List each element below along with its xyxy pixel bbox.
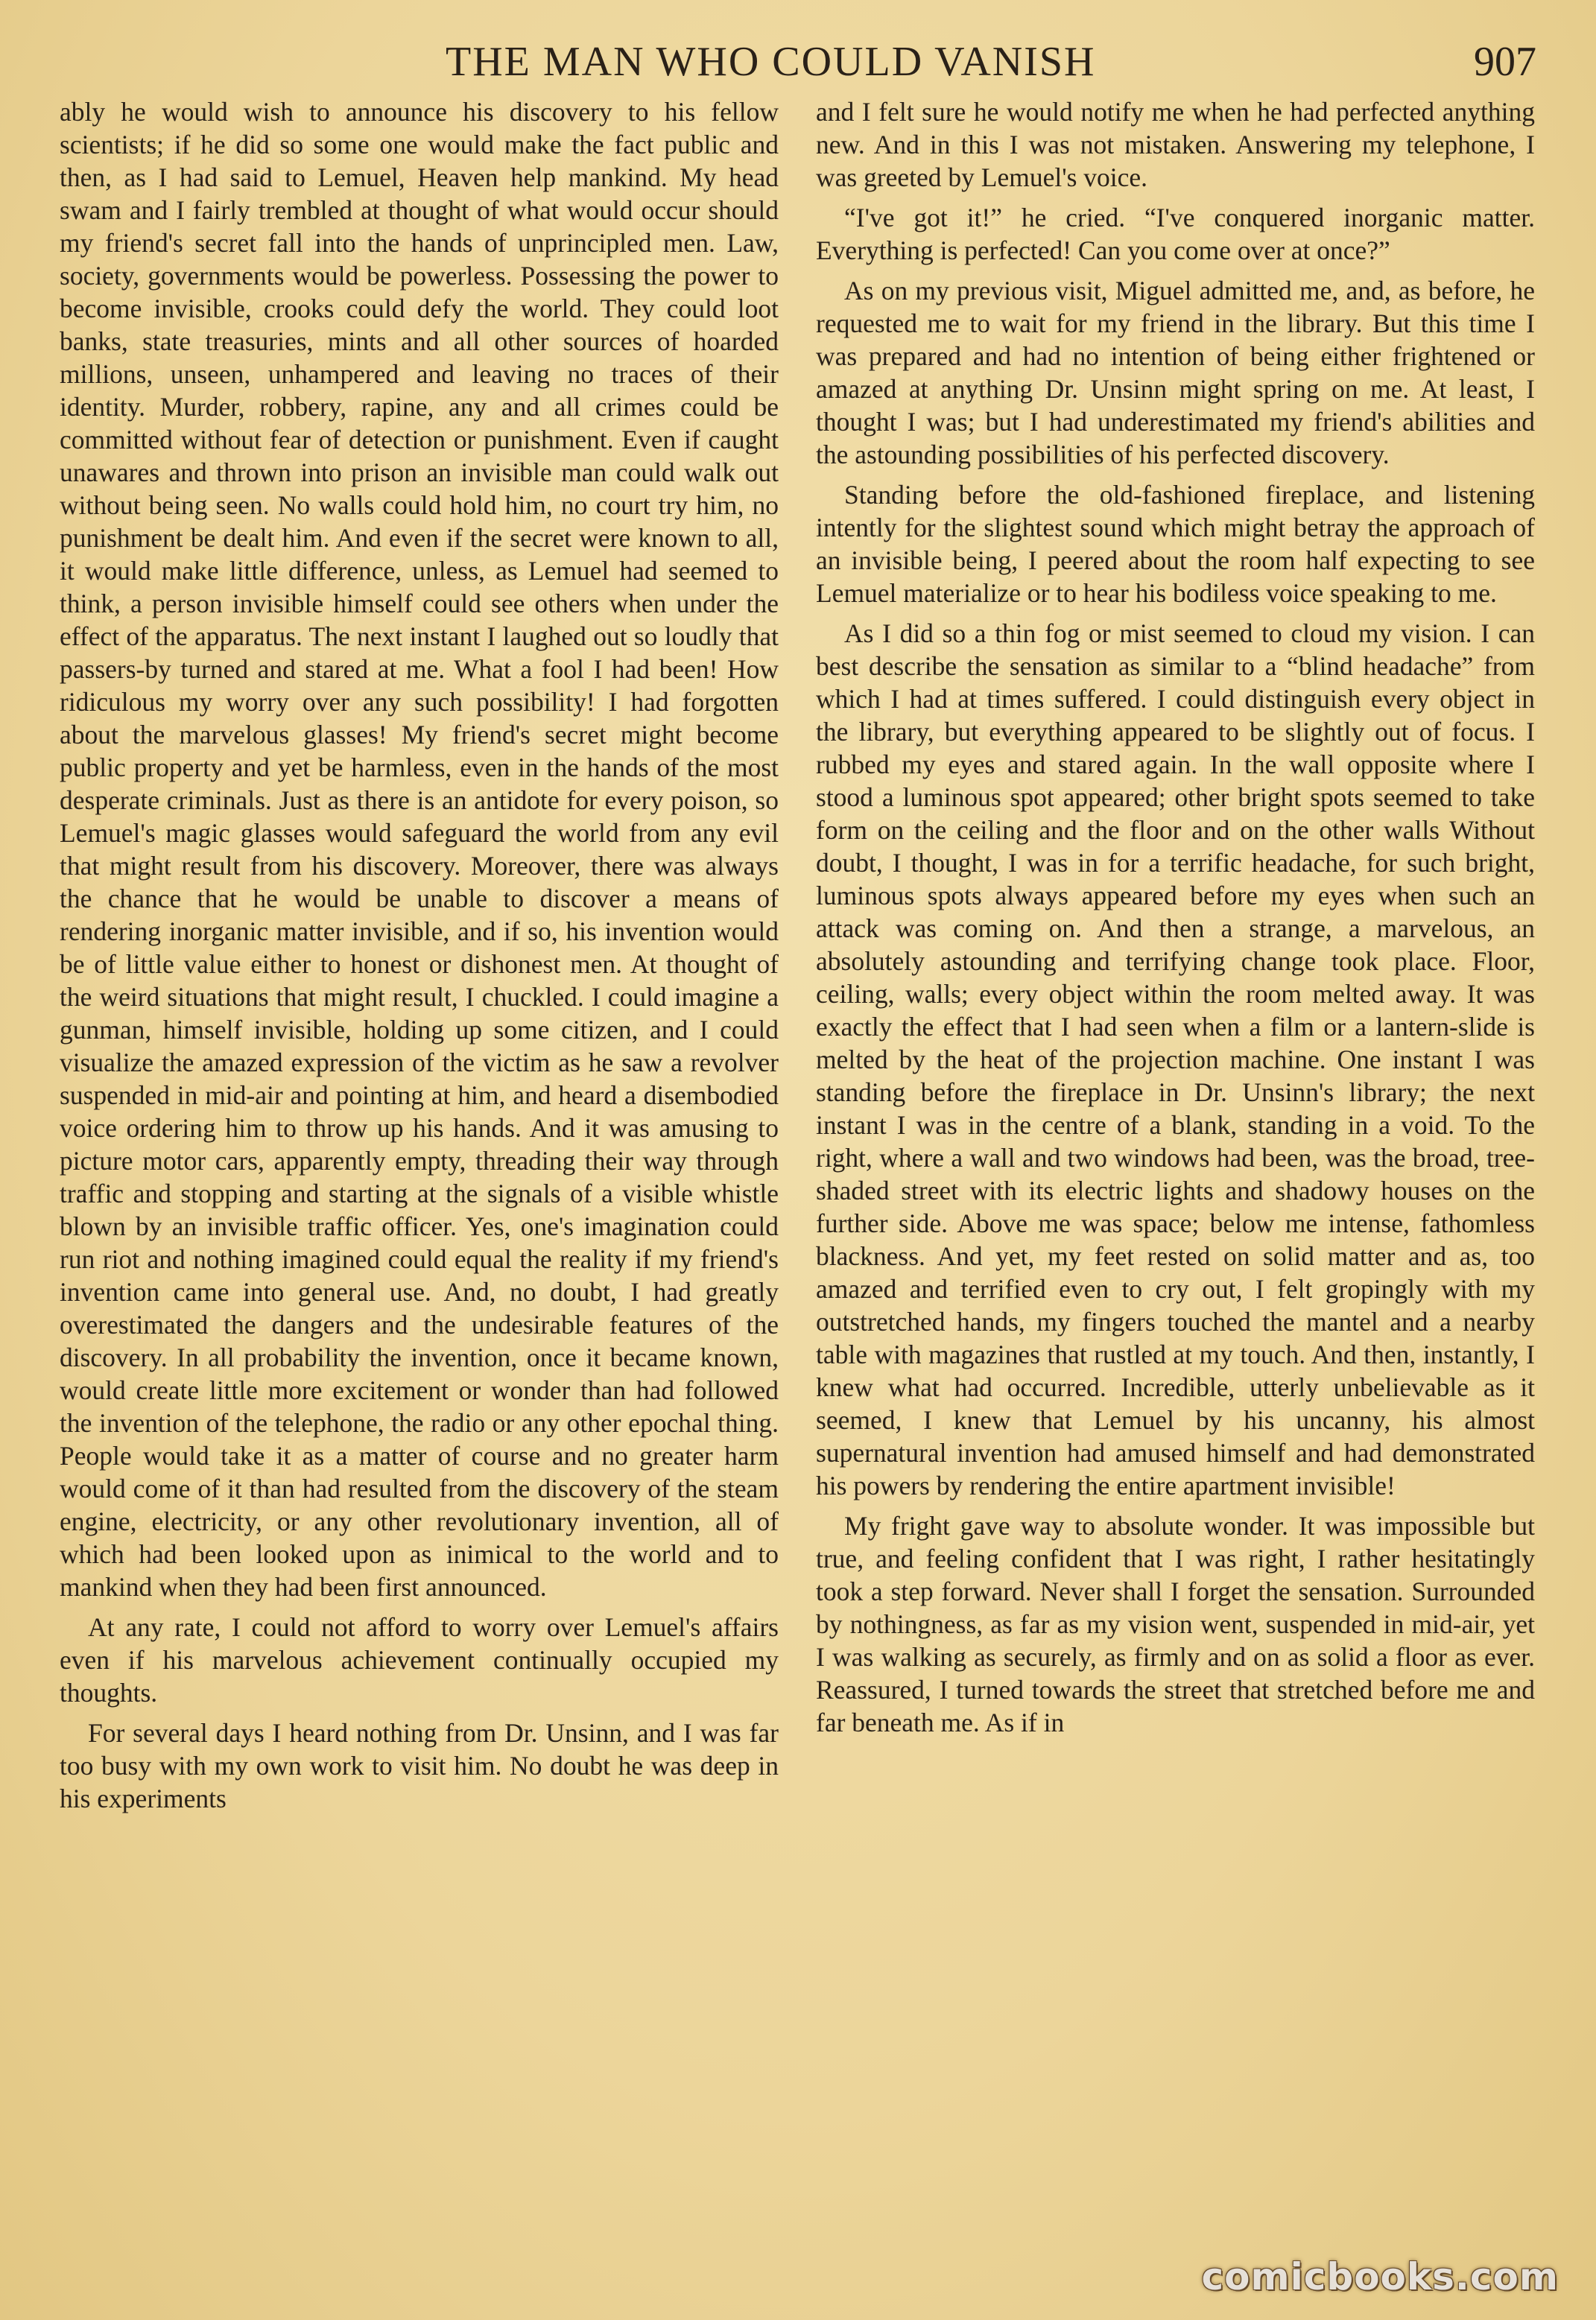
paragraph: At any rate, I could not afford to worry over Lemuel's affairs even if his marvelous achievement continually occupied my thoughts. [60,1612,779,1708]
paragraph: ably he would wish to announce his discovery to his fellow scientists; if he did so some one would make the fact public and then, as I had said to Lemuel, Heaven help mankind. My head swam and I fairly trembled at thought of what would occur should my friend's secret fall into the hands of unprincipled men. Law, society, governments would be powerless. Possessing the power to become invisible, crooks could defy the world. They could loot banks, state treasuries, mints and all other sources of hoarded millions, unseen, unhampered and leaving no traces of their identity. Murder, robbery, rapine, any and all crimes could be committed without fear of detection or punishment. Even if caught unawares and thrown into prison an invisible man could walk out without being seen. No walls could hold him, no court try him, no punishment be dealt him. And even if the secret were known to all, it would make little difference, unless, as Lemuel had seemed to think, a person invisible himself could see others when under the effect of the apparatus. The next instant I laughed out so loudly that passers-by turned and stared at me. What a fool I had been! How ridiculous my worry over any such possibility! I had forgotten about the marvelous glasses! My friend's secret might become public property and yet be harmless, even in the hands of the most desperate criminals. Just as there is an antidote for every poison, so Lemuel's magic glasses would safeguard the world from any evil that might result from his discovery. Moreover, there was always the chance that he would be unable to discover a means of rendering inorganic matter invisible, and if so, his invention would be of little value either to honest or dishonest men. At thought of the weird situations that might result, I chuckled. I could imagine a gunman, himself invisible, holding up some citizen, and I could visualize the amazed expression of the victim as he saw a revolver suspended in mid-air and pointing at him, and heard a disembodied voice ordering him to throw up his hands. And it was amusing to picture motor cars, apparently empty, threading their way through traffic and stopping and starting at the signals of a visible whistle blown by an invisible traffic officer. Yes, one's imagination could run riot and nothing imagined could equal the reality if my friend's invention came into general use. And, no doubt, I had greatly overestimated the dangers and the undesirable features of the discovery. In all probability the invention, once it became known, would create little more excitement or wonder than had followed the invention of the telephone, the radio or any other epochal thing. People would take it as a matter of course and no greater harm would come of it than had resulted from the discovery of the steam engine, electricity, or any other revolutionary invention, all of which had been looked upon as inimical to the world and to mankind when they had been first announced. [60,97,779,1602]
text-columns [60,95,1535,2282]
paragraph: For several days I heard nothing from Dr. Unsinn, and I was far too busy with my own work to visit him. No doubt he was deep in his experiments [60,1718,779,1813]
paragraph: Standing before the old-fashioned fireplace, and listening intently for the slightest sound which might betray the approach of an invisible being, I peered about the room half expecting to see Lemuel materialize or to hear his bodiless voice speaking to me. [816,480,1535,608]
paragraph: As I did so a thin fog or mist seemed to cloud my vision. I can best describe the sensation as similar to a “blind headache” from which I had at times suffered. I could distinguish every object in the library, but everything appeared to be slightly out of focus. I rubbed my eyes and stared again. In the wall opposite where I stood a luminous spot appeared; other bright spots seemed to take form on the ceiling and the floor and on the other walls Without doubt, I thought, I was in for a terrific headache, for such bright, luminous spots always appeared before my eyes when such an attack was coming on. And then a strange, a marvelous, an absolutely astounding and terrifying change took place. Floor, ceiling, walls; every object within the room melted away. It was exactly the effect that I had seen when a film or a lantern-slide is melted by the heat of the projection machine. One instant I was standing before the fireplace in Dr. Unsinn's library; the next instant I was in the centre of a blank, standing in a void. To the right, where a wall and two windows had been, was the broad, tree-shaded street with its electric lights and shadowy houses on the further side. Above me was space; below me intense, fathomless blackness. And yet, my feet rested on solid matter and as, too amazed and terrified even to cry out, I felt gropingly with my outstretched hands, my fingers touched the mantel and a nearby table with magazines that rustled at my touch. And then, instantly, I knew what had occurred. Incredible, utterly unbelievable as it seemed, I knew that Lemuel by his uncanny, his almost supernatural invention had amused himself and had demonstrated his powers by rendering the entire apartment invisible! [816,618,1535,1500]
page-number: 907 [1474,39,1536,85]
paragraph: and I felt sure he would notify me when he had perfected anything new. And in this I was not mistaken. Answering my telephone, I was greeted by Lemuel's voice. [816,97,1535,192]
paragraph: “I've got it!” he cried. “I've conquered inorganic matter. Everything is perfected! Can you come over at once?” [816,203,1535,265]
right-column [816,95,1535,2282]
watermark: comicbooks.com [1201,2255,1559,2298]
paragraph: As on my previous visit, Miguel admitted me, and, as before, he requested me to wait for my friend in the library. But this time I was prepared and had no intention of being either frightened or amazed at anything Dr. Unsinn might spring on me. At least, I thought I was; but I had underestimated my friend's abilities and the astounding possibilities of his perfected discovery. [816,276,1535,469]
paragraph: My fright gave way to absolute wonder. It was impossible but true, and feeling confident that I was right, I rather hesitatingly took a step forward. Never shall I forget the sensation. Surrounded by nothingness, as far as my vision went, suspended in mid-air, yet I was walking as securely, as firmly and on as solid a floor as ever. Reassured, I turned towards the street that stretched before me and far beneath me. As if in [816,1511,1535,1737]
running-title: THE MAN WHO COULD VANISH [446,39,1096,85]
left-column [60,95,779,2282]
running-head [0,36,1596,88]
